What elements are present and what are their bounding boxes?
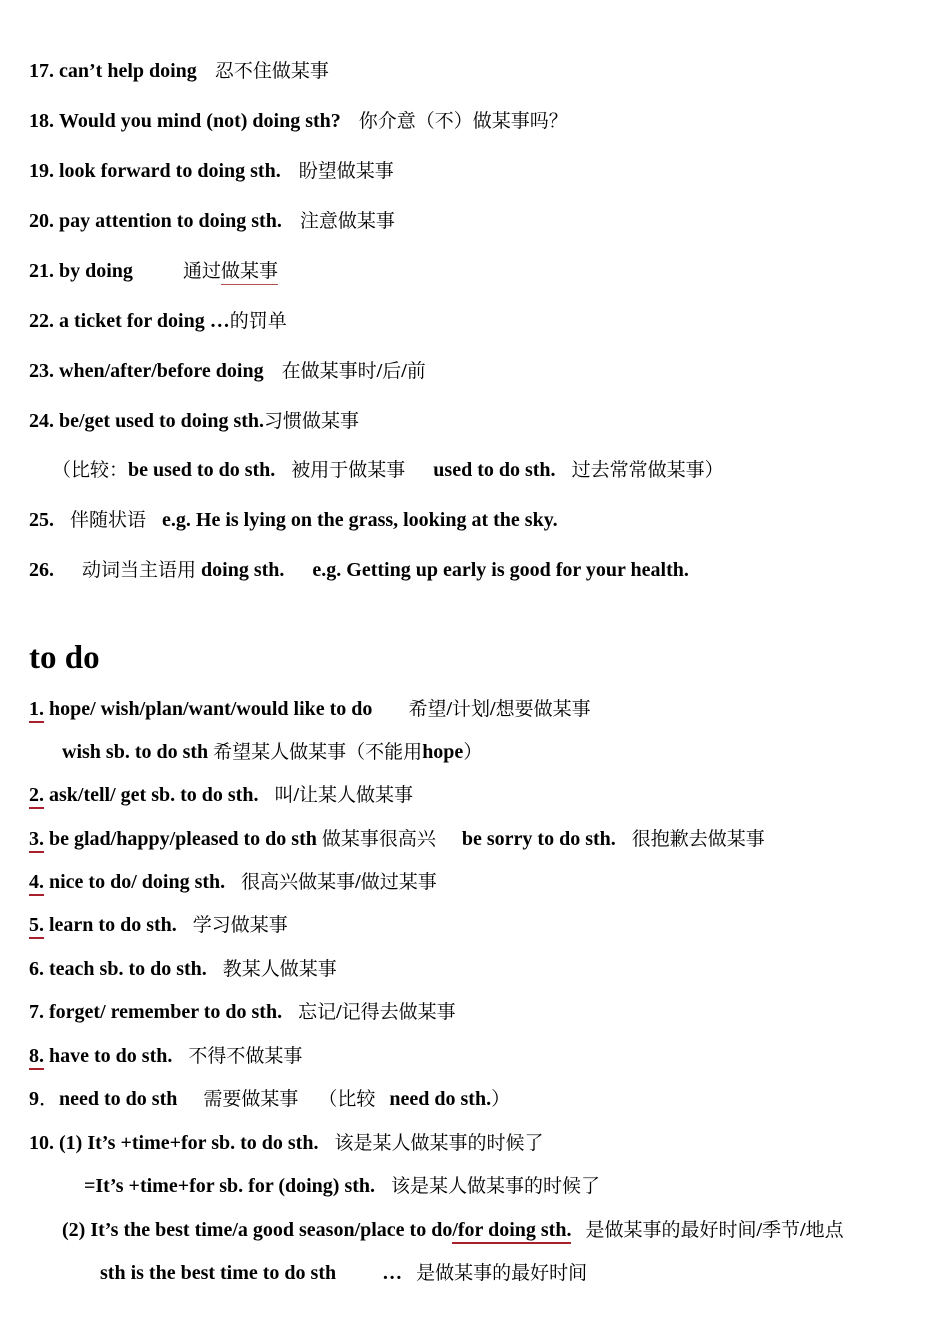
english-phrase: hope — [422, 741, 464, 763]
item-number: 21. — [29, 260, 54, 282]
item-number: 17. — [29, 60, 54, 82]
chinese-meaning: 记得去做某事 — [341, 1001, 456, 1023]
item-number: 23. — [29, 360, 54, 382]
phrase-line-19 — [29, 158, 394, 184]
english-phrase: by doing — [59, 260, 133, 282]
english-phrase: doing sth. — [201, 559, 285, 581]
phrase-line-23 — [29, 358, 426, 384]
comparison-suffix: ） — [491, 1088, 511, 1110]
chinese-meaning: 季节 — [762, 1219, 801, 1241]
english-phrase: need to do sth — [59, 1088, 178, 1110]
todo-line-2 — [29, 782, 413, 808]
english-phrase: pay attention to doing sth. — [59, 210, 282, 232]
english-phrase: teach sb. to do sth. — [49, 958, 207, 980]
todo-line-4 — [29, 869, 437, 895]
chinese-meaning: 伴随状语 — [70, 509, 147, 531]
chinese-meaning: 需要做某事 — [203, 1088, 299, 1110]
item-number: 7. — [29, 1001, 44, 1023]
todo-line-10-alt — [84, 1173, 600, 1199]
item-number: 26. — [29, 559, 54, 581]
todo-line-6 — [29, 956, 337, 982]
chinese-meaning: 学习做某事 — [192, 914, 288, 936]
chinese-meaning: 注意做某事 — [299, 210, 395, 232]
chinese-meaning: 忘记 — [298, 1001, 337, 1023]
chinese-meaning: 很抱歉去做某事 — [631, 828, 765, 850]
item-number: 6. — [29, 958, 44, 980]
english-phrase: look forward to doing sth. — [59, 160, 281, 182]
item-number: 1. — [29, 698, 44, 723]
phrase-line-17 — [29, 58, 329, 84]
chinese-meaning: 习惯做某事 — [264, 410, 360, 432]
phrase-line-24 — [29, 408, 359, 434]
comparison-prefix: （比较 — [318, 1088, 376, 1110]
item-number: 18. — [29, 110, 54, 132]
phrase-line-22 — [29, 308, 287, 334]
english-phrase: can’t help doing — [59, 60, 197, 82]
slash: / — [293, 784, 300, 806]
chinese-meaning-underlined: 做某事 — [221, 260, 278, 285]
chinese-meaning: 希望某人做某事（不能用 — [213, 741, 423, 763]
chinese-meaning: 想要做某事 — [495, 698, 591, 720]
chinese-meaning: 过去常常做某事） — [571, 459, 724, 481]
english-phrase: ask/tell/ get sb. to do sth. — [49, 784, 259, 806]
todo-line-8 — [29, 1043, 302, 1069]
item-number: 4. — [29, 871, 44, 896]
slash: / — [756, 1219, 763, 1241]
todo-line-9 — [29, 1086, 510, 1112]
slash: / — [355, 871, 361, 893]
chinese-meaning: 教某人做某事 — [222, 958, 337, 980]
english-phrase: forget/ remember to do sth. — [49, 1001, 283, 1023]
comparison-line — [52, 457, 724, 483]
item-number: 9 — [29, 1088, 39, 1110]
english-phrase: nice to do/ doing sth. — [49, 871, 226, 893]
english-phrase: be glad/happy/pleased to do sth — [49, 828, 317, 850]
chinese-meaning: 不得不做某事 — [188, 1045, 303, 1067]
phrase-line-21 — [29, 258, 278, 284]
english-phrase: (2) It’s the best time/a good season/place to do — [62, 1219, 453, 1241]
chinese-meaning: 你介意（不）做某事吗？ — [358, 110, 568, 132]
slash: / — [401, 360, 407, 382]
todo-line-10-2 — [62, 1217, 844, 1243]
section-heading: to do — [29, 640, 100, 676]
comparison-prefix: （比较： — [52, 459, 129, 481]
english-phrase: be/get used to doing sth. — [59, 410, 265, 432]
phrase-line-25 — [29, 507, 558, 533]
slash: / — [446, 698, 453, 720]
chinese-meaning: 计划 — [452, 698, 491, 720]
todo-line-7 — [29, 999, 456, 1025]
chinese-meaning: 让某人做某事 — [299, 784, 414, 806]
chinese-meaning: 是做某事的最好时间 — [585, 1219, 757, 1241]
chinese-meaning: 做某事很高兴 — [321, 828, 436, 850]
todo-line-1 — [29, 696, 591, 722]
english-phrase: Would you mind (not) doing sth? — [59, 110, 341, 132]
chinese-meaning: 在做某事时 — [281, 360, 377, 382]
dot: ． — [39, 1088, 59, 1110]
chinese-meaning: 的罚单 — [229, 310, 287, 332]
phrase-line-26 — [29, 557, 689, 583]
chinese-meaning: 希望 — [408, 698, 447, 720]
english-phrase: have to do sth. — [49, 1045, 173, 1067]
english-phrase: be used to do sth. — [128, 459, 276, 481]
chinese-meaning: 盼望做某事 — [298, 160, 394, 182]
item-number: 22. — [29, 310, 54, 332]
chinese-meaning: 是做某事的最好时间 — [416, 1262, 588, 1284]
chinese-meaning: 该是某人做某事的时候了 — [334, 1132, 544, 1154]
item-number: 25. — [29, 509, 54, 531]
phrase-line-20 — [29, 208, 395, 234]
todo-line-5 — [29, 912, 288, 938]
phrase-line-18 — [29, 108, 568, 134]
english-phrase: used to do sth. — [433, 459, 556, 481]
chinese-meaning: 地点 — [805, 1219, 844, 1241]
slash: / — [336, 1001, 342, 1023]
item-number: 19. — [29, 160, 54, 182]
chinese-meaning: 叫 — [274, 784, 294, 806]
item-number: 24. — [29, 410, 54, 432]
item-number: 20. — [29, 210, 54, 232]
chinese-meaning: 被用于做某事 — [291, 459, 406, 481]
todo-line-3 — [29, 826, 765, 852]
slash: / — [490, 698, 496, 720]
chinese-meaning: 做过某事 — [360, 871, 437, 893]
chinese-meaning: 动词当主语用 — [82, 559, 197, 581]
chinese-meaning: 前 — [406, 360, 426, 382]
english-phrase: when/after/before doing — [59, 360, 264, 382]
chinese-meaning: 很高兴做某事 — [241, 871, 356, 893]
english-phrase: sth is the best time to do sth — [100, 1262, 337, 1284]
english-phrase: a ticket for doing … — [59, 310, 230, 332]
example-sentence: e.g. Getting up early is good for your health. — [312, 559, 689, 581]
todo-line-1-sub — [62, 739, 482, 765]
item-number: 10. — [29, 1132, 54, 1154]
chinese-meaning: 后 — [382, 360, 402, 382]
english-phrase: need do sth. — [389, 1088, 492, 1110]
english-phrase: hope/ wish/plan/want/would like to do — [49, 698, 373, 720]
chinese-meaning: 该是某人做某事的时候了 — [391, 1175, 601, 1197]
english-phrase: learn to do sth. — [49, 914, 177, 936]
item-number: 5. — [29, 914, 44, 939]
todo-line-10 — [29, 1130, 543, 1156]
english-phrase: wish sb. to do sth — [62, 741, 209, 763]
todo-line-10-3 — [100, 1260, 587, 1286]
chinese-meaning: 通过 — [182, 260, 221, 282]
slash: / — [376, 360, 383, 382]
chinese-meaning: 忍不住做某事 — [214, 60, 329, 82]
item-number: 3. — [29, 828, 44, 853]
example-sentence: e.g. He is lying on the grass, looking at the sky. — [162, 509, 558, 531]
chinese-meaning: ） — [463, 741, 483, 763]
english-phrase: (1) It’s +time+for sb. to do sth. — [59, 1132, 319, 1154]
item-number: 2. — [29, 784, 44, 809]
english-phrase-underlined: /for doing sth. — [452, 1219, 571, 1244]
english-phrase: be sorry to do sth. — [461, 828, 616, 850]
item-number: 8. — [29, 1045, 44, 1070]
english-phrase: =It’s +time+for sb. for (doing) sth. — [84, 1175, 376, 1197]
ellipsis: … — [382, 1262, 403, 1284]
slash: / — [800, 1219, 806, 1241]
